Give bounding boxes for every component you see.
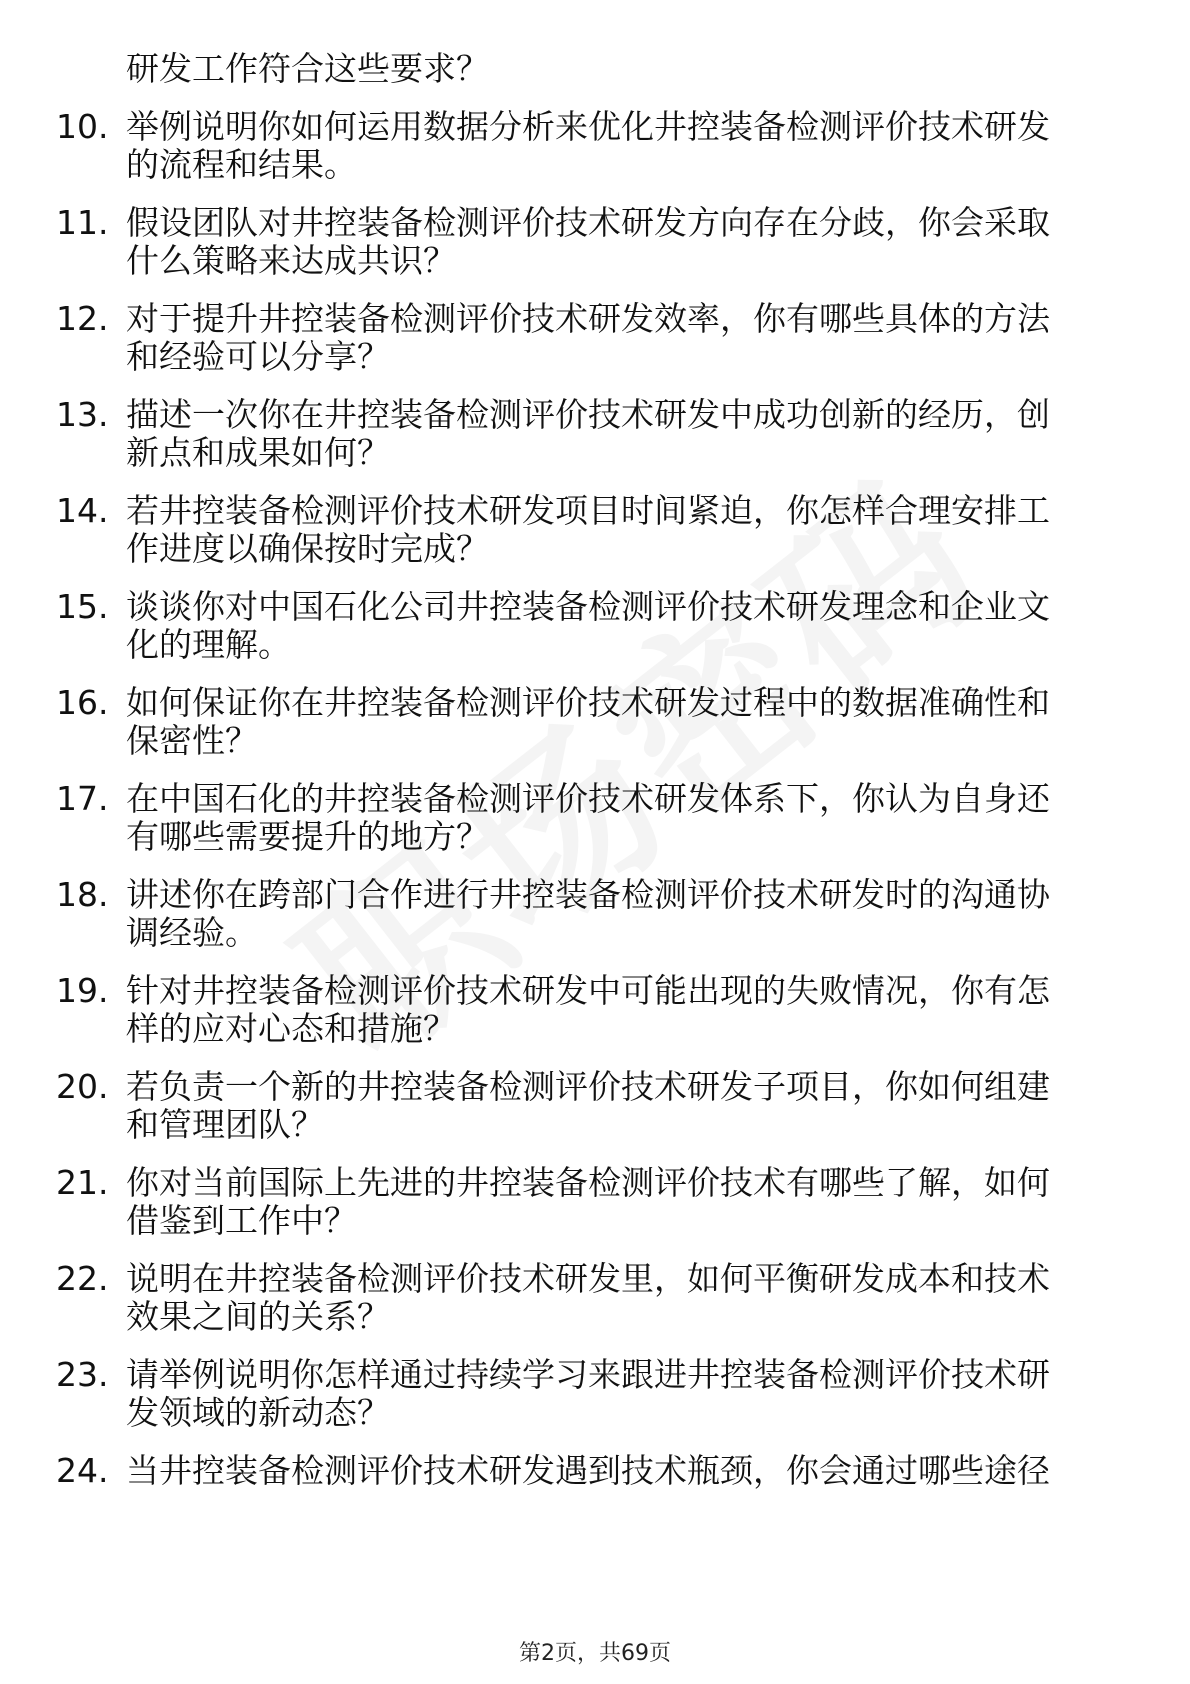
item-number: 15. [56, 587, 109, 626]
item-number: 13. [56, 395, 109, 434]
item-text-line2: 化的理解。 [126, 625, 291, 664]
item-text-line2: 效果之间的关系？ [126, 1297, 390, 1336]
item-text-line1: 说明在井控装备检测评价技术研发里，如何平衡研发成本和技术 [126, 1259, 1050, 1298]
item-text-line2: 作进度以确保按时完成？ [126, 529, 489, 568]
item-text-line1: 若井控装备检测评价技术研发项目时间紧迫，你怎样合理安排工 [126, 491, 1050, 530]
item-number: 23. [56, 1355, 109, 1394]
item-number: 10. [56, 107, 109, 146]
item-text-line1: 如何保证你在井控装备检测评价技术研发过程中的数据准确性和 [126, 683, 1050, 722]
item-number: 14. [56, 491, 109, 530]
item-text-line1: 谈谈你对中国石化公司井控装备检测评价技术研发理念和企业文 [126, 587, 1050, 626]
item-text-line1: 讲述你在跨部门合作进行井控装备检测评价技术研发时的沟通协 [126, 875, 1050, 914]
item-text-line2: 借鉴到工作中？ [126, 1201, 357, 1240]
item-text-line1: 对于提升井控装备检测评价技术研发效率，你有哪些具体的方法 [126, 299, 1050, 338]
item-number: 20. [56, 1067, 109, 1106]
item-text-line2: 发领域的新动态？ [126, 1393, 390, 1432]
item-text-line2: 保密性？ [126, 721, 258, 760]
item-text-line1: 你对当前国际上先进的井控装备检测评价技术有哪些了解，如何 [126, 1163, 1050, 1202]
item-number: 11. [56, 203, 109, 242]
item-text-line1: 若负责一个新的井控装备检测评价技术研发子项目，你如何组建 [126, 1067, 1050, 1106]
item-text-line1: 请举例说明你怎样通过持续学习来跟进井控装备检测评价技术研 [126, 1355, 1050, 1394]
item-number: 19. [56, 971, 109, 1010]
item-number: 22. [56, 1259, 109, 1298]
item-text-line1: 在中国石化的井控装备检测评价技术研发体系下，你认为自身还 [126, 779, 1050, 818]
page-footer: 第2页，共69页 [519, 1641, 671, 1666]
item-number: 24. [56, 1451, 109, 1490]
item-text-line1: 针对井控装备检测评价技术研发中可能出现的失败情况，你有怎 [126, 971, 1050, 1010]
item-text-line2: 的流程和结果。 [126, 145, 357, 184]
item-number: 21. [56, 1163, 109, 1202]
continuation-line: 研发工作符合这些要求？ [126, 49, 489, 88]
item-text-line1: 当井控装备检测评价技术研发遇到技术瓶颈，你会通过哪些途径 [126, 1451, 1050, 1490]
item-text-line2: 有哪些需要提升的地方？ [126, 817, 489, 856]
item-text-line1: 假设团队对井控装备检测评价技术研发方向存在分歧，你会采取 [126, 203, 1050, 242]
item-number: 18. [56, 875, 109, 914]
item-text-line1: 举例说明你如何运用数据分析来优化井控装备检测评价技术研发 [126, 107, 1050, 146]
item-text-line2: 新点和成果如何？ [126, 433, 390, 472]
item-number: 16. [56, 683, 109, 722]
item-text-line2: 和管理团队？ [126, 1105, 324, 1144]
item-text-line2: 样的应对心态和措施？ [126, 1009, 456, 1048]
item-text-line2: 调经验。 [126, 913, 258, 952]
item-text-line1: 描述一次你在井控装备检测评价技术研发中成功创新的经历，创 [126, 395, 1050, 434]
item-text-line2: 什么策略来达成共识？ [126, 241, 456, 280]
item-number: 17. [56, 779, 109, 818]
item-number: 12. [56, 299, 109, 338]
item-text-line2: 和经验可以分享？ [126, 337, 390, 376]
